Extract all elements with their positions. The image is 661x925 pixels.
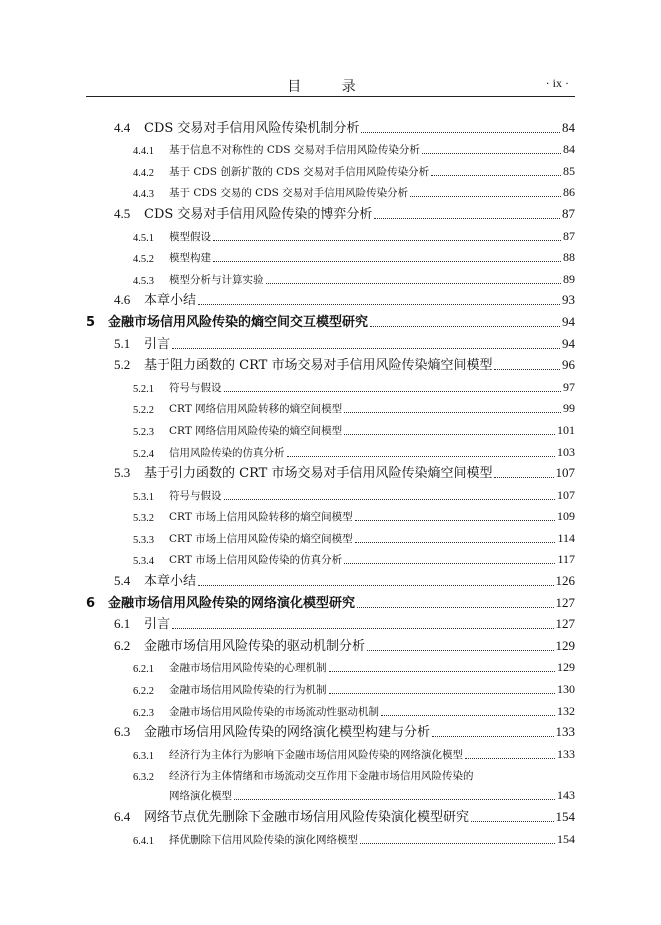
dot-leader bbox=[471, 820, 553, 822]
toc-entry[interactable] bbox=[86, 503, 575, 525]
toc-entry-number: 4.5.1 bbox=[133, 232, 154, 244]
toc-entry[interactable] bbox=[86, 719, 575, 741]
toc-entry[interactable] bbox=[86, 287, 575, 309]
toc-entry-page: 132 bbox=[557, 703, 575, 718]
toc-entry-number: 5.3.1 bbox=[133, 491, 154, 503]
dot-leader bbox=[329, 670, 556, 672]
toc-entry-page: 129 bbox=[557, 660, 575, 675]
toc-entry[interactable] bbox=[86, 200, 575, 222]
toc-entry[interactable] bbox=[86, 546, 575, 568]
dot-leader bbox=[431, 174, 561, 176]
toc-entry-title: 模型构建 bbox=[169, 252, 211, 265]
toc-entry[interactable] bbox=[86, 611, 575, 633]
toc-entry[interactable] bbox=[86, 654, 575, 676]
toc-entry[interactable] bbox=[86, 762, 575, 784]
toc-entry[interactable] bbox=[86, 632, 575, 654]
toc-entry-title: 金融市场信用风险传染的驱动机制分析 bbox=[144, 638, 366, 654]
dot-leader bbox=[494, 476, 553, 478]
toc-entry[interactable] bbox=[86, 265, 575, 287]
dot-leader bbox=[355, 541, 556, 543]
toc-entry-title: 本章小结 bbox=[144, 574, 197, 590]
toc-entry-number: 5.3.2 bbox=[133, 513, 154, 525]
header-rule bbox=[86, 96, 575, 97]
toc-entry-number: 5 bbox=[86, 314, 96, 330]
toc-entry-title: CRT 市场上信用风险传染的仿真分析 bbox=[169, 554, 343, 567]
toc-entry-title: 金融市场信用风险传染的行为机制 bbox=[169, 684, 327, 697]
dot-leader bbox=[360, 842, 555, 844]
dot-leader bbox=[381, 714, 555, 716]
toc-entry[interactable] bbox=[86, 460, 575, 482]
toc-entry-title: 基于信息不对称性的 CDS 交易对手信用风险传染分析 bbox=[169, 144, 420, 157]
toc-entry[interactable] bbox=[86, 373, 575, 395]
dot-leader bbox=[198, 584, 553, 586]
toc-entry-number: 6.4 bbox=[114, 809, 131, 824]
toc-entry-number: 6.4.1 bbox=[133, 835, 154, 847]
dot-leader bbox=[367, 649, 553, 651]
toc-entry-number: 6.2.3 bbox=[133, 707, 154, 719]
toc-entry-number: 4.4.3 bbox=[133, 189, 154, 201]
toc-entry[interactable] bbox=[86, 740, 575, 762]
toc-entry-page: 129 bbox=[555, 637, 575, 653]
toc-entry-title: 引言 bbox=[144, 336, 171, 352]
dot-leader bbox=[465, 757, 555, 759]
dot-leader bbox=[494, 368, 560, 370]
dot-leader bbox=[213, 260, 561, 262]
dot-leader bbox=[357, 606, 553, 608]
toc-entry[interactable] bbox=[86, 157, 575, 179]
dot-leader bbox=[224, 390, 562, 392]
dot-leader bbox=[410, 195, 561, 197]
toc-entry[interactable] bbox=[86, 416, 575, 438]
toc-entry-number: 4.6 bbox=[114, 292, 131, 308]
toc-entry[interactable] bbox=[86, 589, 575, 611]
toc-entry-page: 127 bbox=[555, 616, 575, 632]
toc-entry-title: 金融市场信用风险传染的市场流动性驱动机制 bbox=[169, 705, 379, 718]
toc-entry-title: 符号与假设 bbox=[169, 381, 222, 394]
toc-entry-number: 4.5 bbox=[114, 205, 131, 221]
dot-leader bbox=[344, 433, 555, 435]
toc-entry-number: 4.4 bbox=[114, 119, 131, 135]
toc-entry-title: 本章小结 bbox=[144, 293, 197, 309]
dot-leader bbox=[198, 303, 560, 305]
toc-entry-number: 5.2 bbox=[114, 357, 131, 373]
toc-entry[interactable] bbox=[86, 567, 575, 589]
toc-entry-number: 5.3 bbox=[114, 465, 131, 481]
toc-entry-title: CDS 交易对手信用风险传染机制分析 bbox=[144, 120, 360, 136]
toc-entry-number: 4.4.2 bbox=[133, 167, 154, 179]
toc-entry-page: 133 bbox=[555, 724, 575, 740]
toc-entry[interactable] bbox=[86, 395, 575, 417]
toc-entry-title: 模型假设 bbox=[169, 230, 211, 243]
toc-entry-title: 金融市场信用风险传染的网络演化模型研究 bbox=[108, 595, 356, 611]
toc-entry-page: 133 bbox=[557, 746, 575, 761]
toc-entry-number: 6.2.2 bbox=[133, 686, 154, 698]
toc-entry-page: 103 bbox=[557, 444, 575, 459]
toc-entry-title: 信用风险传染的仿真分析 bbox=[169, 446, 285, 459]
toc-entry-title: 经济行为主体行为影响下金融市场信用风险传染的网络演化模型 bbox=[169, 748, 463, 761]
toc-entry-page: 107 bbox=[557, 487, 575, 502]
toc-entry-page: 84 bbox=[563, 142, 575, 157]
toc-entry-number: 6.3.1 bbox=[133, 750, 154, 762]
toc-entry-title: 引言 bbox=[144, 617, 171, 633]
toc-entry-title: 基于引力函数的 CRT 市场交易对手信用风险传染熵空间模型 bbox=[144, 466, 493, 482]
toc-entry-title-continued: 网络演化模型 bbox=[169, 790, 232, 803]
toc-entry-number: 6.3 bbox=[114, 724, 131, 740]
toc-entry[interactable] bbox=[86, 136, 575, 158]
toc-entry-number: 5.2.2 bbox=[133, 405, 154, 417]
toc-entry-page: 87 bbox=[563, 228, 575, 243]
toc-entry-title: 基于 CDS 交易的 CDS 交易对手信用风险传染分析 bbox=[169, 187, 409, 200]
dot-leader bbox=[344, 562, 555, 564]
toc-entry-number: 6.3.2 bbox=[133, 772, 154, 784]
dot-leader bbox=[287, 455, 556, 457]
toc-entry-page: 130 bbox=[557, 682, 575, 697]
toc-entry[interactable] bbox=[86, 803, 575, 825]
running-head bbox=[86, 74, 575, 94]
toc-entry-title: 网络节点优先删除下金融市场信用风险传染演化模型研究 bbox=[144, 810, 470, 825]
toc-entry-page: 85 bbox=[563, 163, 575, 178]
toc-entry[interactable] bbox=[86, 330, 575, 352]
dot-leader bbox=[361, 131, 560, 133]
toc-entry-title: CRT 网络信用风险转移的熵空间模型 bbox=[169, 403, 343, 416]
toc-entry-page: 99 bbox=[563, 401, 575, 416]
toc-entry-number: 6.2 bbox=[114, 637, 131, 653]
toc-entry-page: 84 bbox=[562, 119, 575, 135]
toc-entry-page: 88 bbox=[563, 250, 575, 265]
toc-entry-number: 4.5.2 bbox=[133, 254, 154, 266]
toc-entry[interactable] bbox=[86, 438, 575, 460]
dot-leader bbox=[370, 325, 560, 327]
toc-entry-page: 96 bbox=[562, 357, 575, 373]
toc-entry-page: 126 bbox=[555, 573, 575, 589]
toc-entry-number: 5.3.4 bbox=[133, 556, 154, 568]
dot-leader bbox=[234, 798, 555, 800]
toc-entry[interactable] bbox=[86, 244, 575, 266]
toc-entry-title: 符号与假设 bbox=[169, 489, 222, 502]
dot-leader bbox=[374, 217, 560, 219]
toc-entry-title: CRT 网络信用风险传染的熵空间模型 bbox=[169, 424, 343, 437]
toc-entry-number: 5.2.4 bbox=[133, 448, 154, 460]
dot-leader bbox=[224, 498, 556, 500]
dot-leader bbox=[213, 239, 561, 241]
toc-entry-page: 117 bbox=[557, 552, 575, 567]
toc-entry-title: 金融市场信用风险传染的熵空间交互模型研究 bbox=[108, 314, 369, 330]
toc-entry-title: 经济行为主体情绪和市场流动交互作用下金融市场信用风险传染的 bbox=[169, 770, 474, 783]
toc-entry-continuation[interactable] bbox=[86, 783, 575, 803]
toc-entry[interactable] bbox=[86, 114, 575, 136]
toc-entry-page: 89 bbox=[563, 271, 575, 286]
running-head-page-number: · ix · bbox=[545, 76, 569, 90]
toc-entry-page: 109 bbox=[557, 509, 575, 524]
table-of-contents bbox=[86, 114, 575, 847]
toc-entry[interactable] bbox=[86, 308, 575, 330]
running-head-title: 目 录 bbox=[287, 79, 374, 95]
dot-leader bbox=[432, 735, 553, 737]
dot-leader bbox=[355, 519, 555, 521]
toc-entry[interactable] bbox=[86, 675, 575, 697]
toc-entry-title: 基于 CDS 创新扩散的 CDS 交易对手信用风险传染分析 bbox=[169, 165, 430, 178]
toc-entry-page: 143 bbox=[557, 788, 575, 803]
toc-entry-title: 金融市场信用风险传染的心理机制 bbox=[169, 662, 327, 675]
toc-entry-title: 模型分析与计算实验 bbox=[169, 273, 264, 286]
toc-entry-title: CDS 交易对手信用风险传染的博弈分析 bbox=[144, 206, 373, 222]
dot-leader bbox=[172, 347, 560, 349]
dot-leader bbox=[329, 692, 556, 694]
toc-entry-page: 94 bbox=[562, 313, 575, 329]
toc-entry-number: 5.2.3 bbox=[133, 426, 154, 438]
dot-leader bbox=[344, 411, 561, 413]
toc-entry[interactable] bbox=[86, 524, 575, 546]
toc-entry-page: 154 bbox=[555, 809, 575, 824]
toc-entry[interactable] bbox=[86, 179, 575, 201]
toc-entry-number: 6 bbox=[86, 595, 96, 611]
toc-entry-page: 97 bbox=[563, 379, 575, 394]
toc-entry-page: 127 bbox=[555, 594, 575, 610]
toc-entry-page: 101 bbox=[557, 422, 575, 437]
toc-entry[interactable] bbox=[86, 222, 575, 244]
toc-entry[interactable] bbox=[86, 825, 575, 847]
toc-entry-number: 5.1 bbox=[114, 335, 131, 351]
toc-entry-number: 5.2.1 bbox=[133, 383, 154, 395]
toc-entry-number: 4.5.3 bbox=[133, 275, 154, 287]
toc-entry-page: 94 bbox=[562, 335, 575, 351]
toc-entry-number: 5.4 bbox=[114, 573, 131, 589]
toc-entry-title: CRT 市场上信用风险转移的熵空间模型 bbox=[169, 511, 353, 524]
toc-entry[interactable] bbox=[86, 697, 575, 719]
toc-entry-page: 93 bbox=[562, 292, 575, 308]
toc-entry-number: 5.3.3 bbox=[133, 534, 154, 546]
dot-leader bbox=[266, 282, 562, 284]
toc-entry-title: 基于阻力函数的 CRT 市场交易对手信用风险传染熵空间模型 bbox=[144, 358, 493, 374]
dot-leader bbox=[422, 152, 561, 154]
toc-entry-number: 6.1 bbox=[114, 616, 131, 632]
toc-entry[interactable] bbox=[86, 352, 575, 374]
toc-entry-page: 154 bbox=[557, 831, 575, 846]
dot-leader bbox=[172, 627, 553, 629]
toc-entry-page: 114 bbox=[557, 530, 575, 545]
toc-entry-page: 87 bbox=[562, 205, 575, 221]
toc-entry-page: 86 bbox=[563, 185, 575, 200]
toc-entry-title: 金融市场信用风险传染的网络演化模型构建与分析 bbox=[144, 725, 431, 741]
toc-entry-number: 4.4.1 bbox=[133, 146, 154, 158]
toc-entry-number: 6.2.1 bbox=[133, 664, 154, 676]
toc-entry-title: 择优删除下信用风险传染的演化网络模型 bbox=[169, 833, 358, 846]
toc-entry[interactable] bbox=[86, 481, 575, 503]
toc-entry-page: 107 bbox=[555, 465, 575, 481]
toc-entry-title: CRT 市场上信用风险传染的熵空间模型 bbox=[169, 532, 353, 545]
